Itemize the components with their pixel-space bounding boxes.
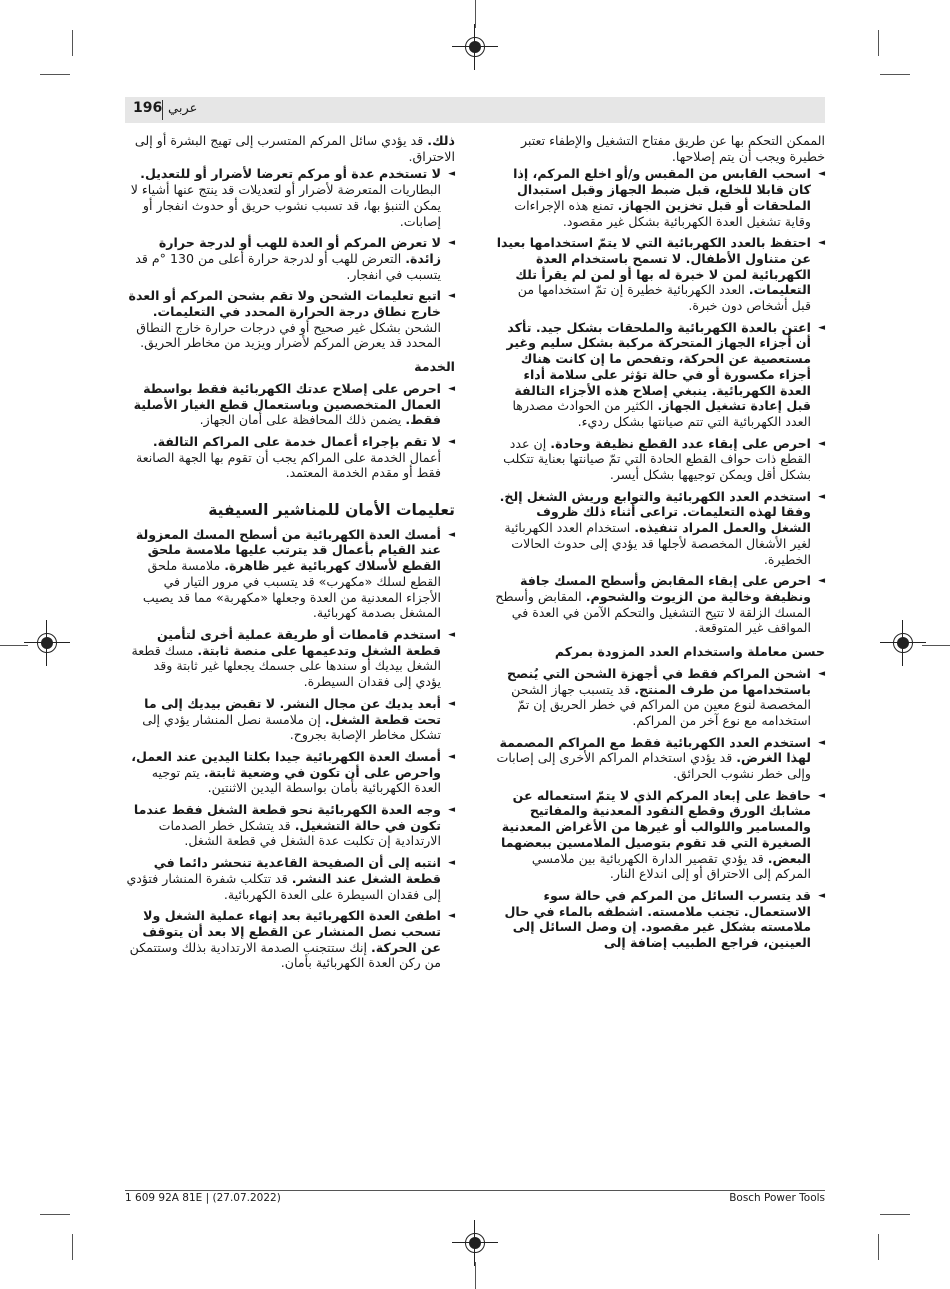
language-label: عربي	[168, 101, 198, 116]
footer-rule	[125, 1190, 825, 1191]
crop-mark	[0, 645, 28, 646]
list-item: ◄ استخدم العدد الكهربائية والتوابع وريش الشغل إلخ. وفقا لهذه التعليمات. تراعى أثناء ذلك ظروف الشغل والعمل المراد تنفيذه. استخدام العدد الكهربائية لغير الأشغال المخصصة لأجلها قد يؤدي إلى حدوث الحالات الخطيرة.	[495, 489, 825, 568]
list-item: ◄ أبعد يديك عن مجال النشر. لا تقبض بيديك إلى ما تحت قطعة الشغل. إن ملامسة نصل المنشار يؤدي إلى تشكل مخاطر الإصابة بجروح.	[125, 696, 455, 743]
registration-mark-left	[34, 630, 60, 656]
registration-mark-bottom	[462, 1230, 488, 1256]
list-item: ◄ احرص على إبقاء المقابض وأسطح المسك جافة ونظيفة وخالية من الزيوت والشحوم. المقابض وأسطح المسك الزلقة لا تتيح التشغيل والتحكم الآمن في العدة في المواقف غير المتوقعة.	[495, 573, 825, 636]
list-item: ◄ حافظ على إبعاد المركم الذي لا يتمّ استعماله عن مشابك الورق وقطع النقود المعدنية والمفاتيح والمسامير واللوالب أو غيرها من الأغراض المعدنية الصغيرة التي قد تقوم بتوصيل الملامسين ببعضهما البعض. قد يؤدي تقصير الدارة الكهربائية بين ملامسي المركم إلى الاحتراق أو إلى اندلاع النار.	[495, 788, 825, 882]
list-item: ◄ اتبع تعليمات الشحن ولا تقم بشحن المركم أو العدة خارج نطاق درجة الحرارة المحدد في التعليمات. الشحن بشكل غير صحيح أو في درجات حرارة خارج النطاق المحدد قد يعرض المركم لأضرار ويزيد من مخاطر الحريق.	[125, 288, 455, 351]
list-item: ◄ استخدم قامطات أو طريقة عملية أخرى لتأمين قطعة الشغل وتدعيمها على منصة ثابتة. مسك قطعة الشغل بيديك أو سندها على جسمك يجعلها غير ثابتة وقد يؤدي إلى فقدان السيطرة.	[125, 627, 455, 690]
list-item: ◄ لا تعرض المركم أو العدة للهب أو لدرجة حرارة زائدة. التعرض للهب أو لدرجة حرارة أعلى من 130 °م قد يتسبب في انفجار.	[125, 235, 455, 282]
list-item: ◄ أمسك العدة الكهربائية من أسطح المسك المعزولة عند القيام بأعمال قد يترتب عليها ملامسة ملحق القطع لأسلاك كهربائية غير ظاهرة. ملامسة ملحق القطع لسلك «مكهرب» قد يتسبب في مرور التيار في الأجزاء المعدنية من العدة وجعلها «مكهربة» مما قد يصيب المشغل بصدمة كهربائية.	[125, 527, 455, 621]
header-separator	[162, 100, 163, 120]
list-item: ◄ اسحب القابس من المقبس و/أو اخلع المركم، إذا كان قابلا للخلع، قبل ضبط الجهاز وقبل استبدال الملحقات أو قبل تخزين الجهاز. تمنع هذه الإجراءات وقاية تشغيل العدة الكهربائية بشكل غير مقصود.	[495, 166, 825, 229]
list-item: ◄ قد يتسرب السائل من المركم في حالة سوء الاستعمال. تجنب ملامسته. اشطفه بالماء في حال ملامسته بشكل غير مقصود. إن وصل السائل إلى العينين، فراجع الطبيب إضافة إلى	[495, 888, 825, 951]
crop-mark	[878, 30, 879, 56]
list-item: ◄ اطفئ العدة الكهربائية بعد إنهاء عملية الشغل ولا تسحب نصل المنشار عن القطع إلا بعد أن يتوقف عن الحركة. إنك ستتجنب الصدمة الارتدادية بذلك وستتمكن من ركن العدة الكهربائية بأمان.	[125, 908, 455, 971]
left-column	[125, 133, 455, 977]
crop-mark	[880, 74, 910, 75]
page-number: 196	[133, 100, 163, 116]
registration-mark-top	[462, 34, 488, 60]
crop-mark	[72, 30, 73, 56]
brand-label: Bosch Power Tools	[729, 1192, 825, 1204]
crop-mark	[475, 0, 476, 28]
list-item: ◄ انتبه إلى أن الصفيحة القاعدية تنحشر دائما في قطعة الشغل عند النشر. قد تتكلب شفرة المنشار فتؤدي إلى فقدان السيطرة على العدة الكهربائية.	[125, 855, 455, 902]
list-item: ◄ استخدم العدد الكهربائية فقط مع المراكم المصممة لهذا الغرض. قد يؤدي استخدام المراكم الأخرى إلى إصابات وإلى خطر نشوب الحرائق.	[495, 735, 825, 782]
list-item: ◄ لا تقم بإجراء أعمال خدمة على المراكم التالفة. أعمال الخدمة على المراكم يجب أن تقوم بها الجهة الصانعة فقط أو مقدم الخدمة المعتمد.	[125, 434, 455, 481]
list-item: ◄ احرص على إبقاء عدد القطع نظيفة وحادة. إن عدد القطع ذات حواف القطع الحادة التي تمّ صيانتها بعناية تتكلب بشكل أقل ويمكن توجيهها بشكل أيسر.	[495, 436, 825, 483]
registration-mark-right	[890, 630, 916, 656]
list-item: ◄ لا تستخدم عدة أو مركم تعرضا لأضرار أو للتعديل. البطاريات المتعرضة لأضرار أو لتعديلات قد ينتج عنها أشياء لا يمكن التنبؤ بها، قد تسبب نشوب حريق أو حدوث انفجار أو إصابات.	[125, 166, 455, 229]
crop-mark	[40, 74, 70, 75]
intro-text: ذلك. قد يؤدي سائل المركم المتسرب إلى تهيج البشرة أو إلى الاحتراق.	[134, 133, 455, 164]
list-item: ◄ وجه العدة الكهربائية نحو قطعة الشغل فقط عندما تكون في حالة التشغيل. قد يتشكل خطر الصدمات الارتدادية إن تكلبت عدة الشغل في قطعة الشغل.	[125, 802, 455, 849]
crop-mark	[880, 1214, 910, 1215]
list-item: ◄ احتفظ بالعدد الكهربائية التي لا يتمّ استخدامها بعيدا عن متناول الأطفال. لا تسمح باستخدام العدة الكهربائية لمن لا خبرة له بها أو لمن لم يقرأ تلك التعليمات. العدد الكهربائية خطيرة إن تمّ استخدامها من قبل أشخاص دون خبرة.	[495, 235, 825, 314]
page-header-bar	[125, 97, 825, 123]
crop-mark	[72, 1234, 73, 1260]
list-item: ◄ احرص على إصلاح عدتك الكهربائية فقط بواسطة العمال المتخصصين وباستعمال قطع الغيار الأصلية فقط. يضمن ذلك المحافظة على أمان الجهاز.	[125, 381, 455, 428]
crop-mark	[878, 1234, 879, 1260]
list-item: ◄ اعتن بالعدة الكهربائية والملحقات بشكل جيد. تأكد أن أجزاء الجهاز المتحركة مركبة بشكل سليم وغير مستعصية عن الحركة، وتفحص ما إن كانت هناك أجزاء مكسورة أو في حالة تؤثر على سلامة أداء العدة الكهربائية. ينبغي إصلاح هذه الأجزاء التالفة قبل إعادة تشغيل الجهاز. الكثير من الحوادث مصدرها العدد الكهربائية التي تتم صيانتها بشكل رديء.	[495, 320, 825, 430]
right-column	[495, 133, 825, 957]
crop-mark	[475, 1262, 476, 1289]
crop-mark	[40, 1214, 70, 1215]
list-item: ◄ أمسك العدة الكهربائية جيدا بكلتا اليدين عند العمل، واحرص على أن تكون في وضعية ثابتة. يتم توجيه العدة الكهربائية بأمان بواسطة اليدين الاثنتين.	[125, 749, 455, 796]
crop-mark	[922, 645, 950, 646]
section-title: تعليمات الأمان للمناشير السيفية	[208, 501, 455, 520]
document-code: 1 609 92A 81E | (27.07.2022)	[125, 1192, 281, 1204]
subheading-battery: حسن معاملة واستخدام العدد المزودة بمركم	[554, 644, 825, 660]
intro-text: الممكن التحكم بها عن طريق مفتاح التشغيل والإطفاء تعتبر خطيرة ويجب أن يتم إصلاحها.	[520, 133, 825, 164]
list-item: ◄ اشحن المراكم فقط في أجهزة الشحن التي يُنصح باستخدامها من طرف المنتج. قد يتسبب جهاز الشحن المخصصة لنوع معين من المراكم في خطر الحريق إن تمّ استخدامه مع نوع آخر من المراكم.	[495, 666, 825, 729]
subheading-service: الخدمة	[414, 359, 455, 375]
